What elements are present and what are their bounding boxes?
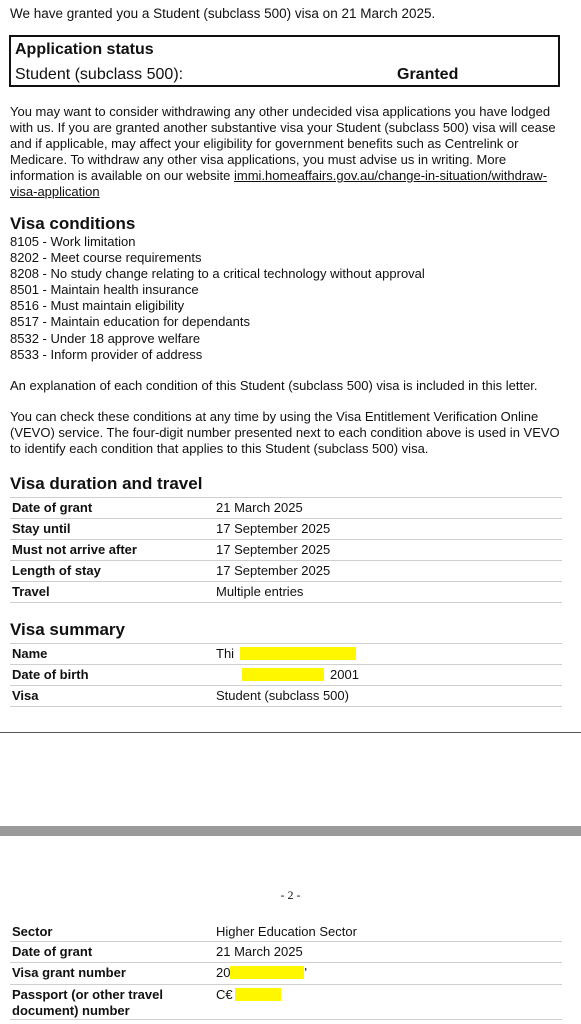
sector-value: Higher Education Sector xyxy=(216,924,357,939)
redaction-highlight xyxy=(240,647,356,660)
table-row xyxy=(10,686,562,707)
page2-table xyxy=(10,922,562,1020)
condition-item: 8516 - Must maintain eligibility xyxy=(10,298,185,314)
name-value: Thi xyxy=(216,646,235,661)
row-value: Multiple entries xyxy=(216,584,304,599)
conditions-heading: Visa conditions xyxy=(10,214,136,233)
grant-date-label: Date of grant xyxy=(12,944,93,959)
condition-item: 8202 - Meet course requirements xyxy=(10,250,202,266)
passport-label: Passport (or other travel document) number xyxy=(12,987,163,1018)
application-status-box xyxy=(9,35,560,87)
condition-item: 8501 - Maintain health insurance xyxy=(10,282,199,298)
condition-item: 8533 - Inform provider of address xyxy=(10,346,203,362)
withdraw-paragraph xyxy=(10,104,570,200)
dob-value: 2001 xyxy=(330,667,359,682)
table-row xyxy=(10,922,562,942)
vevo-paragraph: You can check these conditions at any time by using the Visa Entitlement Verification Online (VEVO) service. The four-digit number presented next to each condition above is used in VEVO to identify each condition that applies to this Student (subclass 500) visa. xyxy=(10,409,560,456)
conditions-list xyxy=(10,234,425,363)
redaction-highlight xyxy=(230,965,307,980)
row-value: 17 September 2025 xyxy=(216,521,331,536)
sector-label: Sector xyxy=(12,924,53,939)
table-row xyxy=(10,540,562,561)
page-bottom-edge xyxy=(0,732,581,733)
withdraw-text: You may want to consider withdrawing any other undecided visa applications you have lodged with us. If you are granted another substantive visa your Student (subclass 500) visa will cease and if applicable, may affect your eligibility for government benefits such as Centrelink or Medicare. To withdraw any other visa applications, you must advise us in writing. More information is available on our website xyxy=(10,104,556,183)
status-value: Granted xyxy=(397,66,459,83)
duration-table xyxy=(10,497,562,603)
grant-number-group xyxy=(216,965,307,981)
grant-number-tail: ' xyxy=(304,965,307,980)
grant-number-label: Visa grant number xyxy=(12,965,126,980)
passport-value: C€ xyxy=(216,987,233,1002)
row-label: Stay until xyxy=(12,521,71,536)
row-value: 17 September 2025 xyxy=(216,542,331,557)
conditions-explanation: An explanation of each condition of this Student (subclass 500) visa is included in this letter. xyxy=(10,378,538,393)
passport-value-group xyxy=(216,987,281,1003)
row-label: Travel xyxy=(12,584,50,599)
table-row xyxy=(10,985,562,1020)
condition-item: 8517 - Maintain education for dependants xyxy=(10,314,250,330)
status-label: Student (subclass 500): xyxy=(15,66,184,83)
table-row xyxy=(10,519,562,540)
grant-date-value: 21 March 2025 xyxy=(216,944,303,959)
table-row xyxy=(10,582,562,603)
redaction-highlight xyxy=(242,668,324,681)
summary-heading: Visa summary xyxy=(10,620,125,639)
row-label: Date of grant xyxy=(12,500,93,515)
name-value-group xyxy=(216,644,356,663)
row-label: Length of stay xyxy=(12,563,101,578)
row-value: 17 September 2025 xyxy=(216,563,331,578)
dob-value-group xyxy=(216,665,359,684)
grant-intro: We have granted you a Student (subclass 500) visa on 21 March 2025. xyxy=(10,6,436,21)
redaction-highlight xyxy=(235,988,281,1001)
page-number: - 2 - xyxy=(280,888,301,902)
table-row xyxy=(10,942,562,963)
row-value: 21 March 2025 xyxy=(216,500,303,515)
duration-heading: Visa duration and travel xyxy=(10,474,203,493)
condition-item: 8105 - Work limitation xyxy=(10,234,136,249)
withdraw-link[interactable]: immi.homeaffairs.gov.au/change-in-situation/withdraw-visa-application xyxy=(10,168,548,199)
visa-value: Student (subclass 500) xyxy=(216,688,349,703)
table-row xyxy=(10,644,562,665)
condition-item: 8532 - Under 18 approve welfare xyxy=(10,330,201,346)
table-row xyxy=(10,498,562,519)
table-row xyxy=(10,561,562,582)
table-row xyxy=(10,665,562,686)
status-title: Application status xyxy=(15,41,154,58)
dob-label: Date of birth xyxy=(12,667,89,682)
grant-number-value: 20 xyxy=(216,965,231,980)
condition-item: 8208 - No study change relating to a critical technology without approval xyxy=(10,266,425,282)
row-label: Must not arrive after xyxy=(12,542,137,557)
summary-table xyxy=(10,643,562,707)
page-gap xyxy=(0,826,581,836)
table-row xyxy=(10,963,562,985)
name-label: Name xyxy=(12,646,48,661)
visa-label: Visa xyxy=(12,688,39,703)
